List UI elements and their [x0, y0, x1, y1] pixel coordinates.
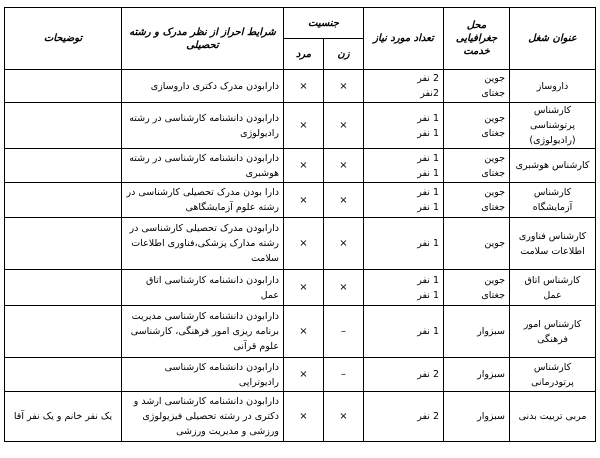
cell-job-title: مربی تربیت بدنی — [510, 392, 596, 442]
cell-female: × — [324, 103, 364, 149]
cell-male: × — [284, 103, 324, 149]
table-row — [5, 270, 596, 306]
cell-count-line: 1 نفر — [417, 167, 439, 179]
cell-notes: یک نفر خانم و یک نفر آقا — [5, 392, 122, 442]
cell-location-line: جغتای — [481, 127, 505, 139]
cell-conditions: دارابودن دانشنامه کارشناسی ارشد و دکتری در رشته تحصیلی فیزیولوژی ورزشی و مدیریت ورزشی — [122, 392, 284, 442]
cell-female: × — [324, 270, 364, 306]
table-row — [5, 103, 596, 149]
cell-location — [444, 70, 510, 103]
cell-job-title: داروساز — [510, 70, 596, 103]
cell-count-line: 2 نفر — [417, 73, 439, 84]
cell-count-line: 1 نفر — [417, 238, 439, 249]
cell-conditions: دارا بودن مدرک تحصیلی کارشناسی در رشته علوم آزمایشگاهی — [122, 183, 284, 218]
cell-job-title: کارشناس پرتوشناسی (رادیولوژی) — [510, 103, 596, 149]
header-job-title: عنوان شغل — [510, 8, 596, 70]
cell-notes — [5, 149, 122, 183]
cell-count — [364, 183, 444, 218]
cell-count-line: 1 نفر — [417, 112, 439, 124]
table-row — [5, 306, 596, 358]
header-notes: توضیحات — [5, 8, 122, 70]
cell-location-line: جوین — [484, 152, 505, 164]
cell-conditions: دارابودن دانشنامه کارشناسی مدیریت برنامه ریزی امور فرهنگی، کارشناسی علوم قرآنی — [122, 306, 284, 358]
cell-location — [444, 149, 510, 183]
cell-location-line: سبزوار — [477, 411, 505, 422]
cell-count-line: 1 نفر — [417, 127, 439, 139]
table-row — [5, 149, 596, 183]
cell-count — [364, 358, 444, 392]
cell-male: × — [284, 358, 324, 392]
cell-count-line: 2 نفر — [417, 369, 439, 380]
cell-count — [364, 149, 444, 183]
header-male: مرد — [284, 39, 324, 70]
cell-female: × — [324, 392, 364, 442]
cell-count — [364, 70, 444, 103]
cell-count — [364, 306, 444, 358]
header-conditions: شرایط احراز از نظر مدرک و رشته تحصیلی — [122, 8, 284, 70]
cell-male: × — [284, 183, 324, 218]
cell-location-line: جوین — [484, 238, 505, 249]
cell-conditions: دارابودن دانشنامه کارشناسی در رشته رادیولوژی — [122, 103, 284, 149]
cell-female: × — [324, 183, 364, 218]
cell-conditions: دارابودن دانشنامه کارشناسی در رشته هوشبری — [122, 149, 284, 183]
cell-location-line: سبزوار — [477, 326, 505, 337]
table-row — [5, 358, 596, 392]
cell-female: – — [324, 358, 364, 392]
job-requirements-table — [4, 7, 596, 442]
header-location: محل جغرافیایی خدمت — [444, 8, 510, 70]
cell-count — [364, 218, 444, 270]
header-gender: جنسیت — [284, 8, 364, 39]
cell-count-line: 2نفر — [420, 88, 439, 99]
cell-conditions: دارابودن مدرک دکتری داروسازی — [122, 70, 284, 103]
cell-location-line: جغتای — [481, 167, 505, 179]
cell-count-line: 1 نفر — [417, 152, 439, 164]
table-body — [5, 70, 596, 442]
cell-conditions: دارابودن دانشنامه کارشناسی رادیوتراپی — [122, 358, 284, 392]
cell-male: × — [284, 392, 324, 442]
cell-male: × — [284, 218, 324, 270]
cell-location-line: جوین — [484, 112, 505, 124]
table-row — [5, 183, 596, 218]
cell-notes — [5, 218, 122, 270]
cell-count-line: 2 نفر — [417, 411, 439, 422]
cell-job-title: کارشناس اتاق عمل — [510, 270, 596, 306]
table-header-row — [5, 8, 596, 39]
cell-notes — [5, 358, 122, 392]
cell-location — [444, 218, 510, 270]
cell-location-line: سبزوار — [477, 369, 505, 380]
table-row — [5, 392, 596, 442]
cell-location — [444, 358, 510, 392]
cell-count-line: 1 نفر — [417, 289, 439, 301]
cell-notes — [5, 70, 122, 103]
table-row — [5, 70, 596, 103]
header-count: تعداد مورد نیاز — [364, 8, 444, 70]
header-female: زن — [324, 39, 364, 70]
cell-location — [444, 306, 510, 358]
cell-notes — [5, 306, 122, 358]
cell-location-line: جغتای — [481, 88, 505, 99]
cell-male: × — [284, 70, 324, 103]
cell-job-title: کارشناس امور فرهنگی — [510, 306, 596, 358]
cell-female: × — [324, 149, 364, 183]
cell-notes — [5, 103, 122, 149]
cell-location-line: جوین — [484, 73, 505, 84]
cell-count-line: 1 نفر — [417, 187, 439, 198]
cell-location — [444, 183, 510, 218]
cell-count — [364, 270, 444, 306]
cell-location-line: جغتای — [481, 202, 505, 213]
cell-count-line: 1 نفر — [417, 202, 439, 213]
cell-male: × — [284, 306, 324, 358]
cell-job-title: کارشناس فناوری اطلاعات سلامت — [510, 218, 596, 270]
cell-notes — [5, 270, 122, 306]
cell-female: – — [324, 306, 364, 358]
cell-location — [444, 270, 510, 306]
cell-count-line: 1 نفر — [417, 274, 439, 286]
cell-location-line: جغتای — [481, 289, 505, 301]
cell-male: × — [284, 149, 324, 183]
cell-female: × — [324, 218, 364, 270]
cell-location-line: جوین — [484, 274, 505, 286]
cell-count-line: 1 نفر — [417, 326, 439, 337]
cell-job-title: کارشناس آزمایشگاه — [510, 183, 596, 218]
cell-male: × — [284, 270, 324, 306]
table-row — [5, 218, 596, 270]
cell-conditions: دارابودن مدرک تحصیلی کارشناسی در رشته مدارک پزشکی،فناوری اطلاعات سلامت — [122, 218, 284, 270]
cell-location — [444, 103, 510, 149]
cell-location — [444, 392, 510, 442]
cell-female: × — [324, 70, 364, 103]
cell-notes — [5, 183, 122, 218]
cell-conditions: دارابودن دانشنامه کارشناسی اتاق عمل — [122, 270, 284, 306]
cell-count — [364, 392, 444, 442]
cell-job-title: کارشناس هوشبری — [510, 149, 596, 183]
cell-count — [364, 103, 444, 149]
cell-job-title: کارشناس پرتودرمانی — [510, 358, 596, 392]
cell-location-line: جوین — [484, 187, 505, 198]
